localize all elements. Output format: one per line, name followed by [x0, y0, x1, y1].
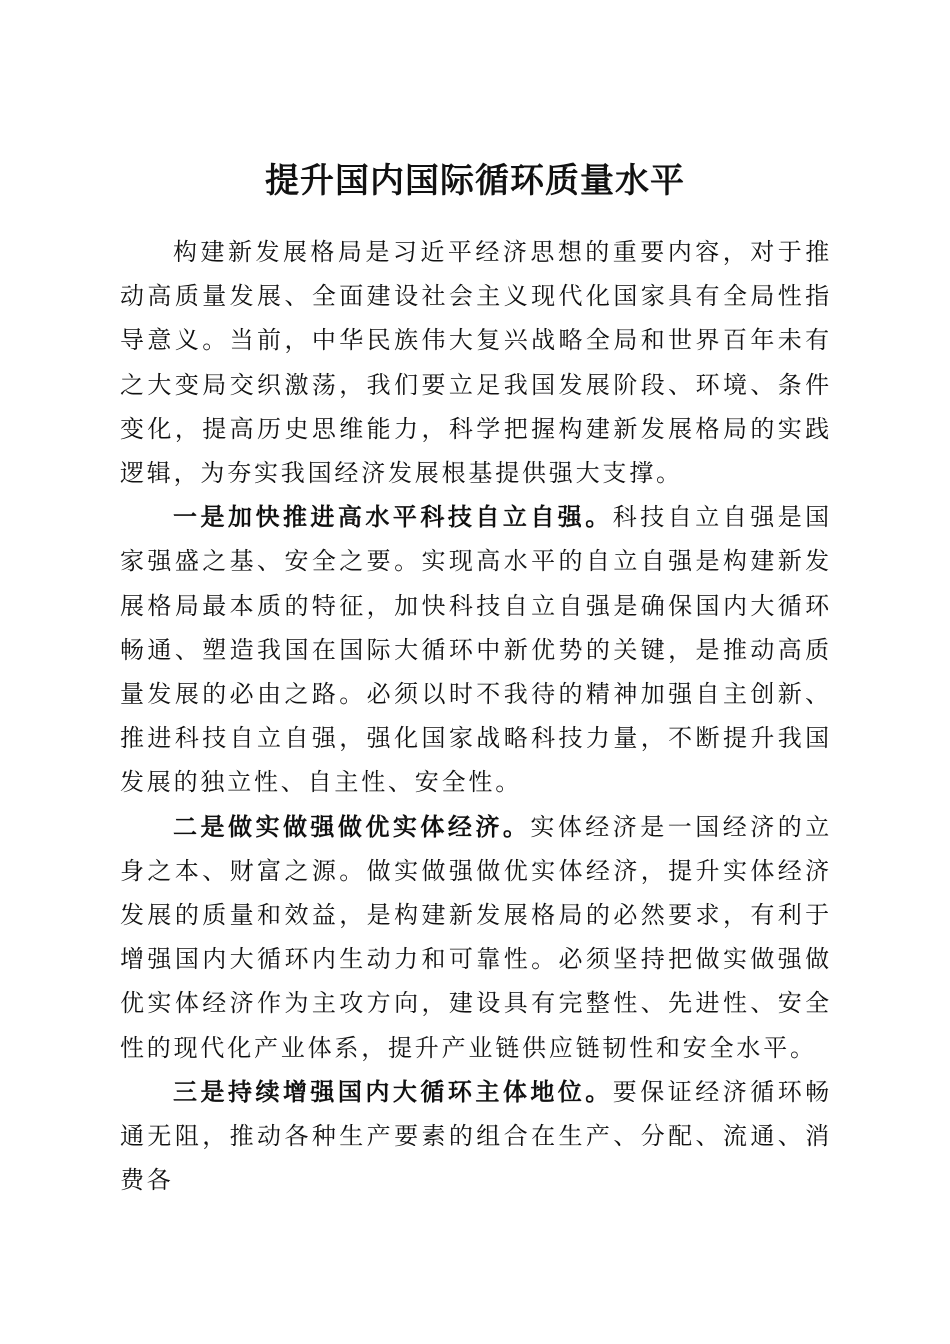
- document-title: 提升国内国际循环质量水平: [265, 160, 685, 201]
- paragraph-lead: 二是做实做强做优实体经济。: [173, 811, 531, 841]
- paragraph-lead: 三是持续增强国内大循环主体地位。: [173, 1076, 613, 1106]
- paragraph-text: 科技自立自强是国家强盛之基、安全之要。实现高水平的自立自强是构建新发展格局最本质的特征，加快科技自立自强是确保国内大循环畅通、塑造我国在国际大循环中新优势的关键，是推动高质量发展的必由之路。必须以时不我待的精神加强自主创新、推进科技自立自强，强化国家战略科技力量，不断提升我国发展的独立性、自主性、安全性。: [120, 503, 832, 797]
- paragraph-text: 构建新发展格局是习近平经济思想的重要内容，对于推动高质量发展、全面建设社会主义现代化国家具有全局性指导意义。当前，中华民族伟大复兴战略全局和世界百年未有之大变局交织激荡，我们要立足我国发展阶段、环境、条件变化，提高历史思维能力，科学把握构建新发展格局的实践逻辑，为夯实我国经济发展根基提供强大支撑。: [120, 238, 832, 488]
- paragraph-text: 实体经济是一国经济的立身之本、财富之源。做实做强做优实体经济，提升实体经济发展的质量和效益，是构建新发展格局的必然要求，有利于增强国内大循环内生动力和可靠性。必须坚持把做实做强做优实体经济作为主攻方向，建设具有完整性、先进性、安全性的现代化产业体系，提升产业链供应链韧性和安全水平。: [120, 812, 832, 1062]
- paragraph-domestic-circulation: [120, 1070, 832, 1203]
- document-body: [120, 230, 832, 1202]
- paragraph-lead: 一是加快推进高水平科技自立自强。: [173, 502, 613, 532]
- paragraph-real-economy: [120, 805, 832, 1070]
- paragraph-intro: [120, 230, 832, 495]
- paragraph-tech-self-reliance: [120, 495, 832, 804]
- paragraph-text: 要保证经济循环畅通无阻，推动各种生产要素的组合在生产、分配、流通、消费各: [120, 1077, 832, 1195]
